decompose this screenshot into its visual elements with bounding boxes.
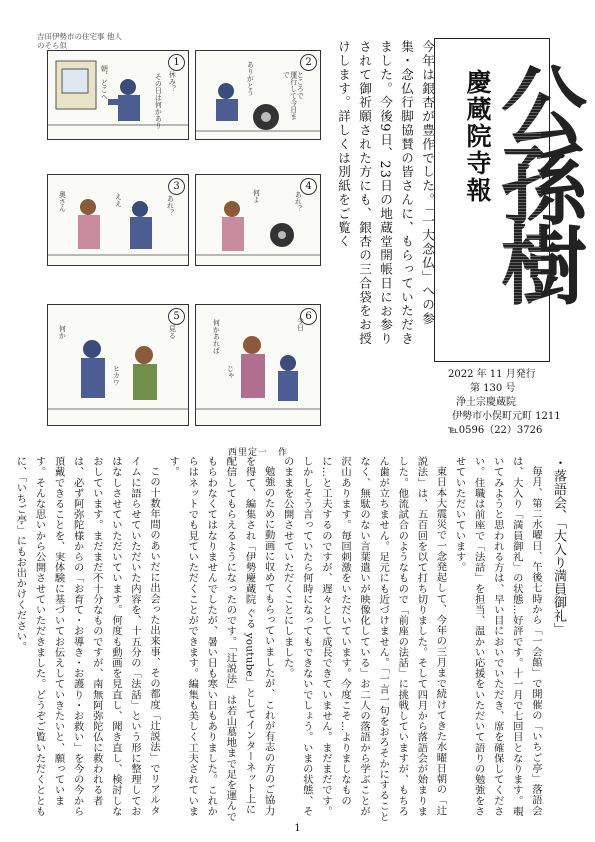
speech-bubble: 奥さん — [58, 191, 67, 212]
speech-bubble: じゃ — [226, 365, 235, 379]
comic-caption: 西里定一 作 — [228, 448, 289, 458]
article-heading: ・落語会、「大入り満員御礼」 — [551, 456, 566, 636]
speech-bubble: 何かあれば — [212, 319, 221, 354]
masthead — [434, 38, 587, 362]
speech-bubble: 今日 — [296, 317, 305, 331]
issue-info — [448, 368, 561, 438]
panel-number: 6 — [300, 308, 317, 325]
speech-bubble: ありがとう — [246, 61, 255, 96]
speech-bubble: その日は何かあり — [154, 73, 163, 129]
speech-bubble: あれ？ — [294, 191, 303, 212]
panel-number: 2 — [300, 54, 317, 71]
comic-panel-1 — [47, 50, 189, 140]
speech-bubble: 運行して今日まで — [282, 71, 298, 120]
masthead-subtitle: 慶蔵院寺報 — [463, 69, 492, 204]
panel-number: 3 — [168, 178, 185, 195]
comic-panel-3 — [47, 174, 189, 266]
speech-bubble: 朝、どこへ — [100, 65, 109, 100]
speech-bubble: 何か — [58, 325, 67, 339]
speech-bubble: 休み？ — [168, 71, 177, 92]
comic-handwritten-title: 吉田伊勢市の住宅事 他人のそら似 — [37, 32, 122, 50]
speech-bubble: ヒカワ — [112, 365, 121, 386]
article-paragraph: 勉強のために動画に収めてもらっていましたが、これが有志の方のご協力を得て、編集され「伊勢慶蔵院 ぐる youtube」としてインターネット上に配信してもらえるようになったのです。「辻説法」は若山墓地まで足を運んでもらわなくてはなりませんでしたが、暑い日も寒い日もありました。これからはネットでも見ていただくことができます。編集も美しく工夫されています。 — [167, 456, 275, 822]
article — [14, 456, 568, 823]
speech-bubble: 見る — [168, 325, 177, 339]
comic-drawing — [48, 51, 188, 139]
speech-bubble: 何よ — [252, 189, 261, 203]
page-number: 1 — [294, 823, 301, 834]
address: 伊勢市小俣町元町 1211 — [452, 411, 561, 422]
speech-bubble: あれ？ — [166, 195, 175, 216]
article-paragraph: 毎月、第二水曜日、午後七時から「一会館」で開催の「いちご亭」落語会は、大入り「満員御礼」の状態…好評です。十一月で七回目となります。覗いてみようと思われる方は、早い目においでいただき、席を確保してください。住職は前座で「法話」を担当、温かい応援をいただいて語りの勉強をさせていただいています。 — [453, 456, 542, 817]
panel-number: 4 — [300, 178, 317, 195]
article-paragraph: この十数年間のあいだに出会った出来事、その都度「辻説法」でリアルタイムに語らせていただいた内容を、十五分の「法話」という形に整理しておはなしさせていただいています。何度も動画を見直し、聞き直し、検討しなおしています。まだまだ不十分なものですが、南無阿弥陀仏に救われる者は、必ず阿弥陀様からの「お育て・お導き・お護り・お救い」を今の今から頂戴できることを、実体験に基づいてお伝えしていきたいと、願っています。そんな思いから公開させていただきました。どうぞご覧いただくとともに、「いちご亭」にもお出かけください。 — [14, 456, 161, 817]
speech-bubble: ええ — [114, 193, 123, 207]
panel-number: 5 — [168, 308, 185, 325]
speech-bubble: ところで — [296, 71, 305, 99]
phone: ℡0596（22）3726 — [448, 425, 543, 436]
panel-number: 1 — [168, 54, 185, 71]
masthead-title: 公孫樹 — [486, 61, 587, 301]
publisher: 浄土宗慶蔵院 — [456, 397, 516, 408]
intro-text: 今年は銀杏が豊作でした。「一大念仏」への参集・念仏行脚協賛の皆さんに、もらっていただきました。今後9日、23日の地蔵堂開帳日にお参りされて御祈願された方にも、銀杏の三合袋をお授けします。詳しくは別紙をご覧く — [336, 40, 435, 346]
article-paragraph: 東日本大震災で一念発起して、今年の三月まで続けてきた水曜日朝の「辻説法」は、五百回を以て打ち切りました。そして四月から落語会が始まりました。他流試合のようなもので「前座の法話」に挑戦していますが、もちろん歯が立ちません。足元にも近づけません。「一言一句をおろそかにすることなく、無駄のない言葉遣いが映像化している」お二人の落語から学ぶことが沢山あります。毎回刺激をいただいています。今度こそ…よりましなものに…と工夫するのですが、遅々として成長できていません。まだまだです。しかしそう言っていたら何時になってもできないでしょう。いまの状態、そのままを公開させていただくことにしました。 — [281, 456, 447, 822]
comic-panel-5 — [47, 304, 189, 426]
issue-number: 第 130 号 — [470, 383, 516, 394]
issue-date: 2022 年 11 月発行 — [448, 369, 536, 380]
